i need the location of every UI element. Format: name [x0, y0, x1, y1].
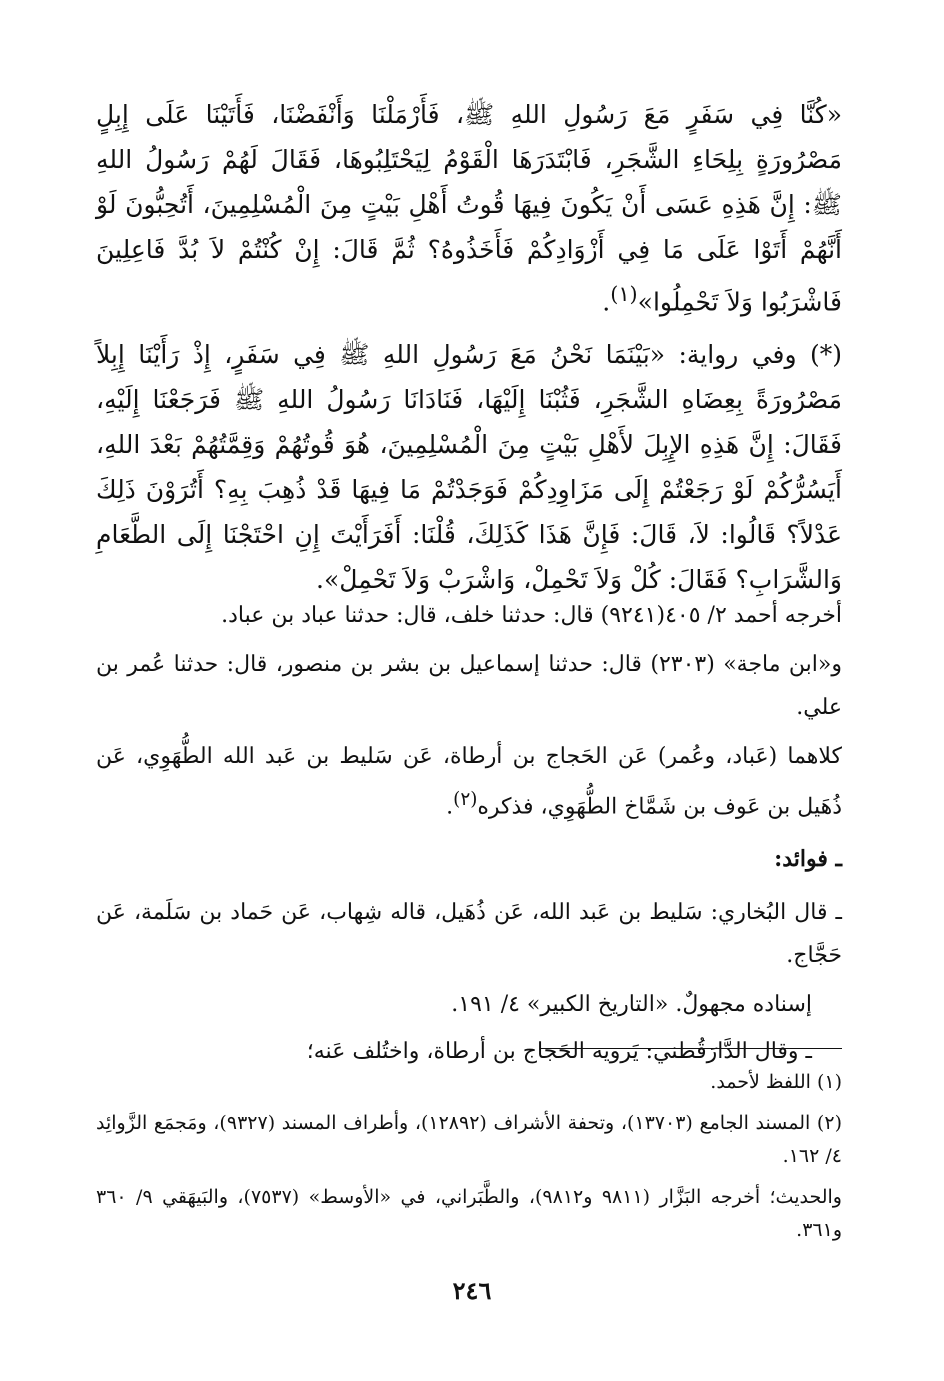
hadith-section — [96, 92, 842, 602]
takhrij-section — [96, 594, 842, 1073]
footnote-divider — [541, 1048, 842, 1049]
footnote-2-continuation: والحديث؛ أخرجه البَزَّار (٩٨١١ و٩٨١٢)، والطَّبَراني، في «الأوسط» (٧٥٣٧)، والبَيهَقي ٩/ ٣٦٠ و٣٦١. — [96, 1186, 842, 1241]
takhrij-chain — [96, 735, 842, 828]
footnote-2: (٢) المسند الجامع (١٣٧٠٣)، وتحفة الأشراف (١٢٨٩٢)، وأطراف المسند (٩٣٢٧)، ومَجمَع الزَّوائِد ٤/ ١٦٢. — [96, 1112, 842, 1167]
hadith-main-body: «كُنَّا فِي سَفَرٍ مَعَ رَسُولِ اللهِ ﷺ، فَأَرْمَلْنَا وَأَنْفَضْنَا، فَأَتَيْنَا عَلَى إِبِلٍ مَصْرُورَةٍ بِلِحَاءِ الشَّجَرِ، فَابْتَدَرَهَا الْقَوْمُ لِيَحْتَلِبُوهَا، فَقَالَ لَهُمْ رَسُولُ اللهِ ﷺ: إِنَّ هَذِهِ عَسَى أَنْ يَكُونَ فِيهَا قُوتُ أَهْلِ بَيْتٍ مِنَ الْمُسْلِمِينَ، أَتُحِبُّونَ لَوْ أَنَّهُمْ أَتَوْا عَلَى مَا فِي أَزْوَادِكُمْ فَأَخَذُوهُ؟ ثُمَّ قَالَ: إِنْ كُنْتُمْ لاَ بُدَّ فَاعِلِينَ فَاشْرَبُوا وَلاَ تَحْمِلُوا» — [96, 100, 842, 317]
takhrij-chain-text: كلاهما (عَباد، وعُمر) عَن الحَجاج بن أرطاة، عَن سَليط بن عَبد الله الطُّهَوِي، عَن ذُهَيل بن عَوف بن شَمَّاخ الطُّهَوِي، فذكره — [96, 744, 842, 820]
footnote-ref-2: (٢) — [453, 789, 478, 810]
takhrij-chain-end: . — [446, 794, 454, 820]
fawaid-heading: ـ فوائد: — [774, 846, 842, 873]
footnote-1: (١) اللفظ لأحمد. — [710, 1071, 842, 1093]
hadith-main-end: . — [602, 287, 611, 317]
page-number: ٢٤٦ — [452, 1276, 492, 1305]
takhrij-ahmad: أخرجه أحمد ٢/ ٤٠٥(٩٢٤١) قال: حدثنا خلف، قال: حدثنا عباد بن عباد. — [221, 603, 842, 628]
fawaid-bukhari: ـ قال البُخاري: سَليط بن عَبد الله، عَن ذُهَيل، قاله شِهاب، عَن حَماد بن سَلَمة، عَن حَجَّاج. — [96, 900, 842, 969]
fawaid-daraqutni: ـ وقال الدَّارَقُطني: يَرويه الحَجاج بن أرطاة، واختُلف عَنه؛ — [306, 1039, 812, 1065]
footnote-ref-1: (١) — [610, 282, 638, 306]
fawaid-isnad: إسناده مجهولٌ. «التاريخ الكبير» ٤/ ١٩١. — [451, 992, 812, 1018]
hadith-alternate-narration: (*) وفي رواية: «بَيْنَمَا نَحْنُ مَعَ رَسُولِ اللهِ ﷺ فِي سَفَرٍ، إِذْ رَأَيْنَا إِبِلاً مَصْرُورَةً بِعِضَاهِ الشَّجَرِ، فَثُبْنَا إِلَيْهَا، فَنَادَانَا رَسُولُ اللهِ ﷺ فَرَجَعْنَا إِلَيْهِ، فَقَالَ: إِنَّ هَذِهِ الإِبِلَ لأَهْلِ بَيْتٍ مِنَ الْمُسْلِمِينَ، هُوَ قُوتُهُمْ وَقِمَّتُهُمْ بَعْدَ اللهِ، أَيَسُرُّكُمْ لَوْ رَجَعْتُمْ إِلَى مَزَاوِدِكُمْ فَوَجَدْتُمْ مَا فِيهَا قَدْ ذُهِبَ بِهِ؟ أَتُرَوْنَ ذَلِكَ عَدْلاً؟ قَالُوا: لاَ، قَالَ: فَإِنَّ هَذَا كَذَلِكَ، قُلْنَا: أَفَرَأَيْتَ إِنِ احْتَجْنَا إِلَى الطَّعَامِ وَالشَّرَابِ؟ فَقَالَ: كُلْ وَلاَ تَحْمِلْ، وَاشْرَبْ وَلاَ تَحْمِلْ». — [96, 340, 842, 595]
takhrij-ibn-majah: و«ابن ماجة» (٢٣٠٣) قال: حدثنا إسماعيل بن بشر بن منصور، قال: حدثنا عُمر بن علي. — [96, 652, 842, 720]
footnotes-section — [96, 1066, 842, 1247]
hadith-main-text — [96, 92, 842, 324]
